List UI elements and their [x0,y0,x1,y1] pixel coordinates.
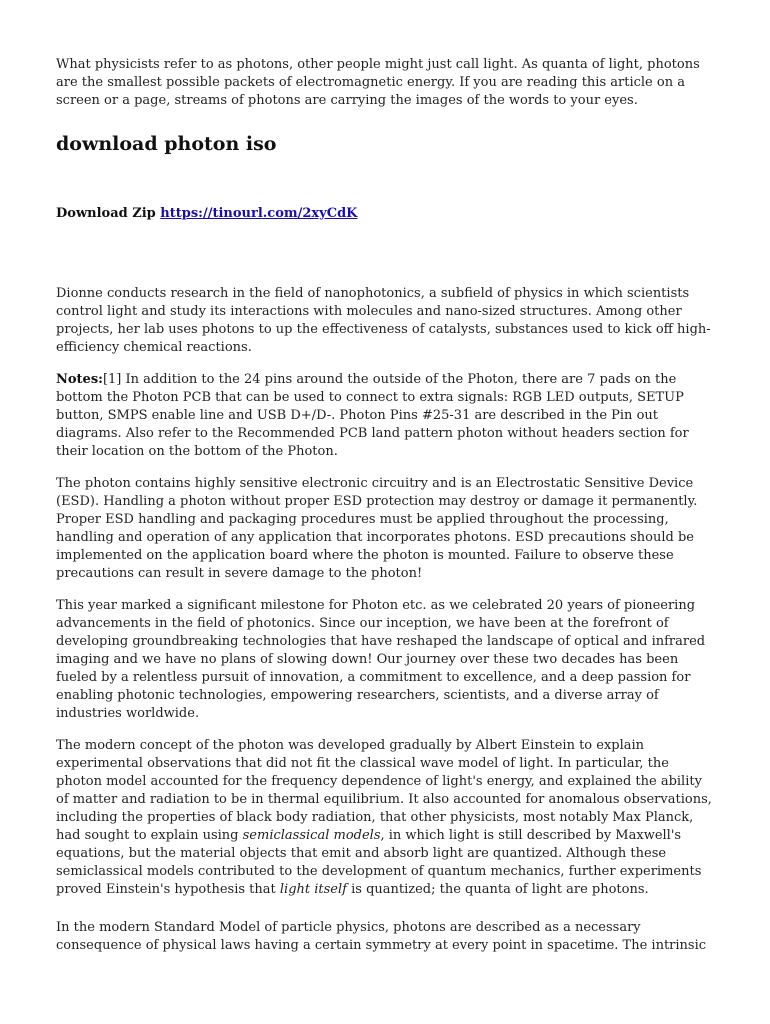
page-title: download photon iso [56,133,277,155]
einstein-text-a: The modern concept of the photon was developed gradually by Albert Einstein to explain experimental observations that did not fit the classical wave model of light. In particular, the photon model accounted for the frequency dependence of light's energy, and explained the ability of matter and radiation to be in thermal equilibrium. It also accounted for anomalous observations, including the properties of black body radiation, that other physicists, most notably Max Planck, had sought to explain using [56,738,712,843]
paragraph-einstein [56,737,714,899]
paragraph-milestone: This year marked a significant milestone for Photon etc. as we celebrated 20 years of pioneering advancements in the field of photonics. Since our inception, we have been at the forefront of developing groundbreaking technologies that have reshaped the landscape of optical and infrared imaging and we have no plans of slowing down! Our journey over these two decades has been fueled by a relentless pursuit of innovation, a commitment to excellence, and a deep passion for enabling photonic technologies, empowering researchers, scientists, and a diverse array of industries worldwide. [56,598,706,721]
intro-paragraph: What physicists refer to as photons, other people might just call light. As quanta of light, photons are the smallest possible packets of electromagnetic energy. If you are reading this article on a screen or a page, streams of photons are carrying the images of the words to your eyes. [56,57,700,108]
einstein-emphasis-1: semiclassical models [242,828,381,843]
paragraph-esd: The photon contains highly sensitive electronic circuitry and is an Electrostatic Sensitive Device (ESD). Handling a photon without proper ESD protection may destroy or damage it permanently. Proper ESD handling and packaging procedures must be applied throughout the processing, handling and operation of any application that incorporates photons. ESD precautions should be implemented on the application board where the photon is mounted. Failure to observe these precautions can result in severe damage to the photon! [56,476,698,581]
notes-label: Notes: [56,372,103,387]
paragraph-standard-model: In the modern Standard Model of particle physics, photons are described as a necessary consequence of physical laws having a certain symmetry at every point in spacetime. The intrinsic [56,920,707,953]
notes-text: [1] In addition to the 24 pins around the outside of the Photon, there are 7 pads on the bottom the Photon PCB that can be used to connect to extra signals: RGB LED outputs, SETUP button, SMPS enable line and USB D+/D-. Photon Pins #25-31 are described in the Pin out diagrams. Also refer to the Recommended PCB land pattern photon without headers section for their location on the bottom of the Photon. [56,372,689,459]
download-link[interactable]: https://tinourl.com/2xyCdK [160,206,358,221]
einstein-text-b: , in which light is still described by Maxwell's equations, but the material objects that emit and absorb light are quantized. Although these semiclassical models contributed to the development of quantum mechanics, further experiments proved Einstein's hypothesis that [56,828,702,897]
paragraph-nanophotonics: Dionne conducts research in the field of nanophotonics, a subfield of physics in which scientists control light and study its interactions with molecules and nano-sized structures. Among other projects, her lab uses photons to up the effectiveness of catalysts, substances used to kick off high-efficiency chemical reactions. [56,286,711,355]
einstein-text-c: is quantized; the quanta of light are photons. [346,882,649,897]
paragraph-notes [56,371,714,461]
download-label: Download Zip [56,206,156,221]
einstein-emphasis-2: light itself [279,882,347,897]
download-line [56,205,714,223]
